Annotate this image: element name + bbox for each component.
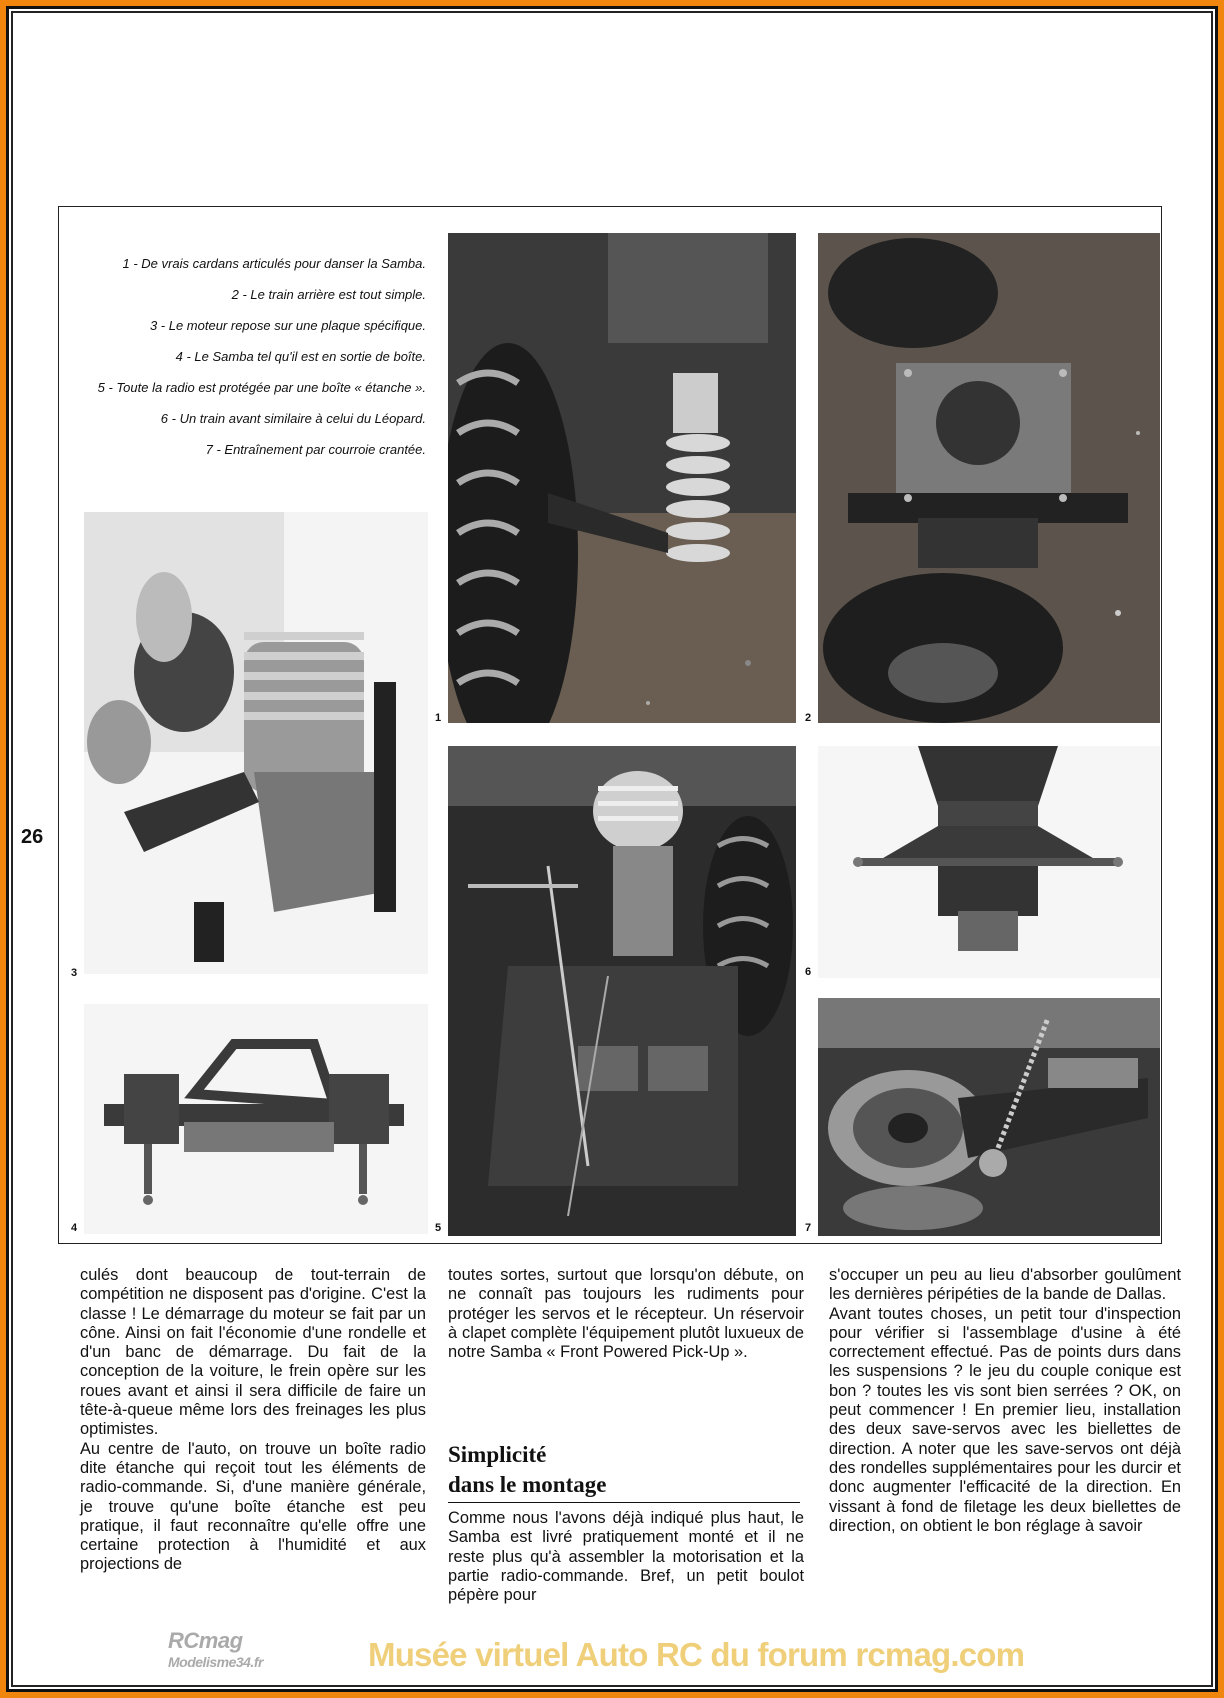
paragraph: culés dont beaucoup de tout-terrain de compétition ne disposent pas d'origine. C'est la classe ! Le démarrage du moteur se fait par un cône. Ainsi on fait l'économie d'une rondelle et d'un banc de démarrage. Du fait de la conception de la voiture, le frein opère sur les roues avant et ainsi il sera difficile de faire un tête-à-queue même lors des freinages les plus optimistes.	[80, 1266, 426, 1439]
figure-number-5: 5	[435, 1222, 442, 1234]
caption-7: 7 - Entraînement par courroie crantée.	[205, 442, 426, 457]
section-heading-line-1: Simplicité	[448, 1442, 547, 1467]
figure-number-7: 7	[805, 1222, 812, 1234]
photo-captions	[66, 256, 426, 473]
photo-6-front-axle	[818, 746, 1160, 978]
logo-subtitle: Modelisme34.fr	[168, 1654, 263, 1670]
figure-number-4: 4	[71, 1222, 78, 1234]
caption-4: 4 - Le Samba tel qu'il est en sortie de boîte.	[175, 349, 426, 364]
article-column-3	[829, 1266, 1181, 1536]
caption-3: 3 - Le moteur repose sur une plaque spécifique.	[149, 318, 426, 333]
paragraph: Avant toutes choses, un petit tour d'inspection pour vérifier si l'assemblage d'usine à été correctement effectué. Pas de points durs dans les suspensions ? le jeu du couple conique est bon ? toutes les vis sont bien serrées ? OK, on peut commencer ! En premier lieu, installation des deux save-servos avec les biellettes de direction. A noter que les save-servos ont déjà des rondelles supplémentaires pour les durcir et donc augmenter l'efficacité de la direction. En vissant à fond de filetage les deux biellettes de direction, on obtient le bon réglage à savoir	[829, 1304, 1181, 1535]
caption-5: 5 - Toute la radio est protégée par une boîte « étanche ».	[97, 380, 426, 395]
section-heading	[448, 1440, 804, 1500]
rcmag-logo	[168, 1630, 263, 1670]
photo-3-engine	[84, 512, 428, 974]
article-column-2-lower	[448, 1509, 804, 1605]
paragraph: s'occuper un peu au lieu d'absorber goulûment les dernières péripéties de la bande de Dallas.	[829, 1266, 1181, 1304]
paragraph: Comme nous l'avons déjà indiqué plus haut, le Samba est livré pratiquement monté et il ne reste plus qu'à assembler la motorisation et la partie radio-commande. Bref, un petit boulot pépère pour	[448, 1509, 804, 1605]
caption-1: 1 - De vrais cardans articulés pour danser la Samba.	[122, 256, 426, 271]
section-heading-line-2: dans le montage	[448, 1472, 607, 1497]
photo-5-radio-box	[448, 746, 796, 1236]
page-number: 26	[21, 826, 44, 848]
article-column-2	[448, 1266, 804, 1362]
photo-7-belt-drive	[818, 998, 1160, 1236]
heading-rule	[448, 1502, 800, 1503]
figure-number-3: 3	[71, 967, 78, 979]
footer-banner: Musée virtuel Auto RC du forum rcmag.com	[368, 1636, 1025, 1673]
paragraph: toutes sortes, surtout que lorsqu'on débute, on ne connaît pas toujours les rudiments pour protéger les servos et le récepteur. Un réservoir à clapet complète l'équipement plutôt luxueux de notre Samba « Front Powered Pick-Up ».	[448, 1266, 804, 1362]
caption-2: 2 - Le train arrière est tout simple.	[231, 287, 426, 302]
article-column-1	[80, 1266, 426, 1575]
paragraph: Au centre de l'auto, on trouve un boîte radio dite étanche qui reçoit tout les éléments de radio-commande. Si, d'une manière générale, je trouve qu'une boîte étanche est peu pratique, il faut reconnaître qu'elle offre une certaine protection à l'humidité et aux projections de	[80, 1439, 426, 1574]
caption-6: 6 - Un train avant similaire à celui du Léopard.	[160, 411, 426, 426]
logo-title: RCmag	[168, 1628, 243, 1653]
photo-4-chassis-side	[84, 1004, 428, 1234]
figure-number-2: 2	[805, 712, 812, 724]
photo-2-rear-axle	[818, 233, 1160, 723]
photo-1-wheel-shock	[448, 233, 796, 723]
figure-number-6: 6	[805, 966, 812, 978]
figure-number-1: 1	[435, 712, 442, 724]
